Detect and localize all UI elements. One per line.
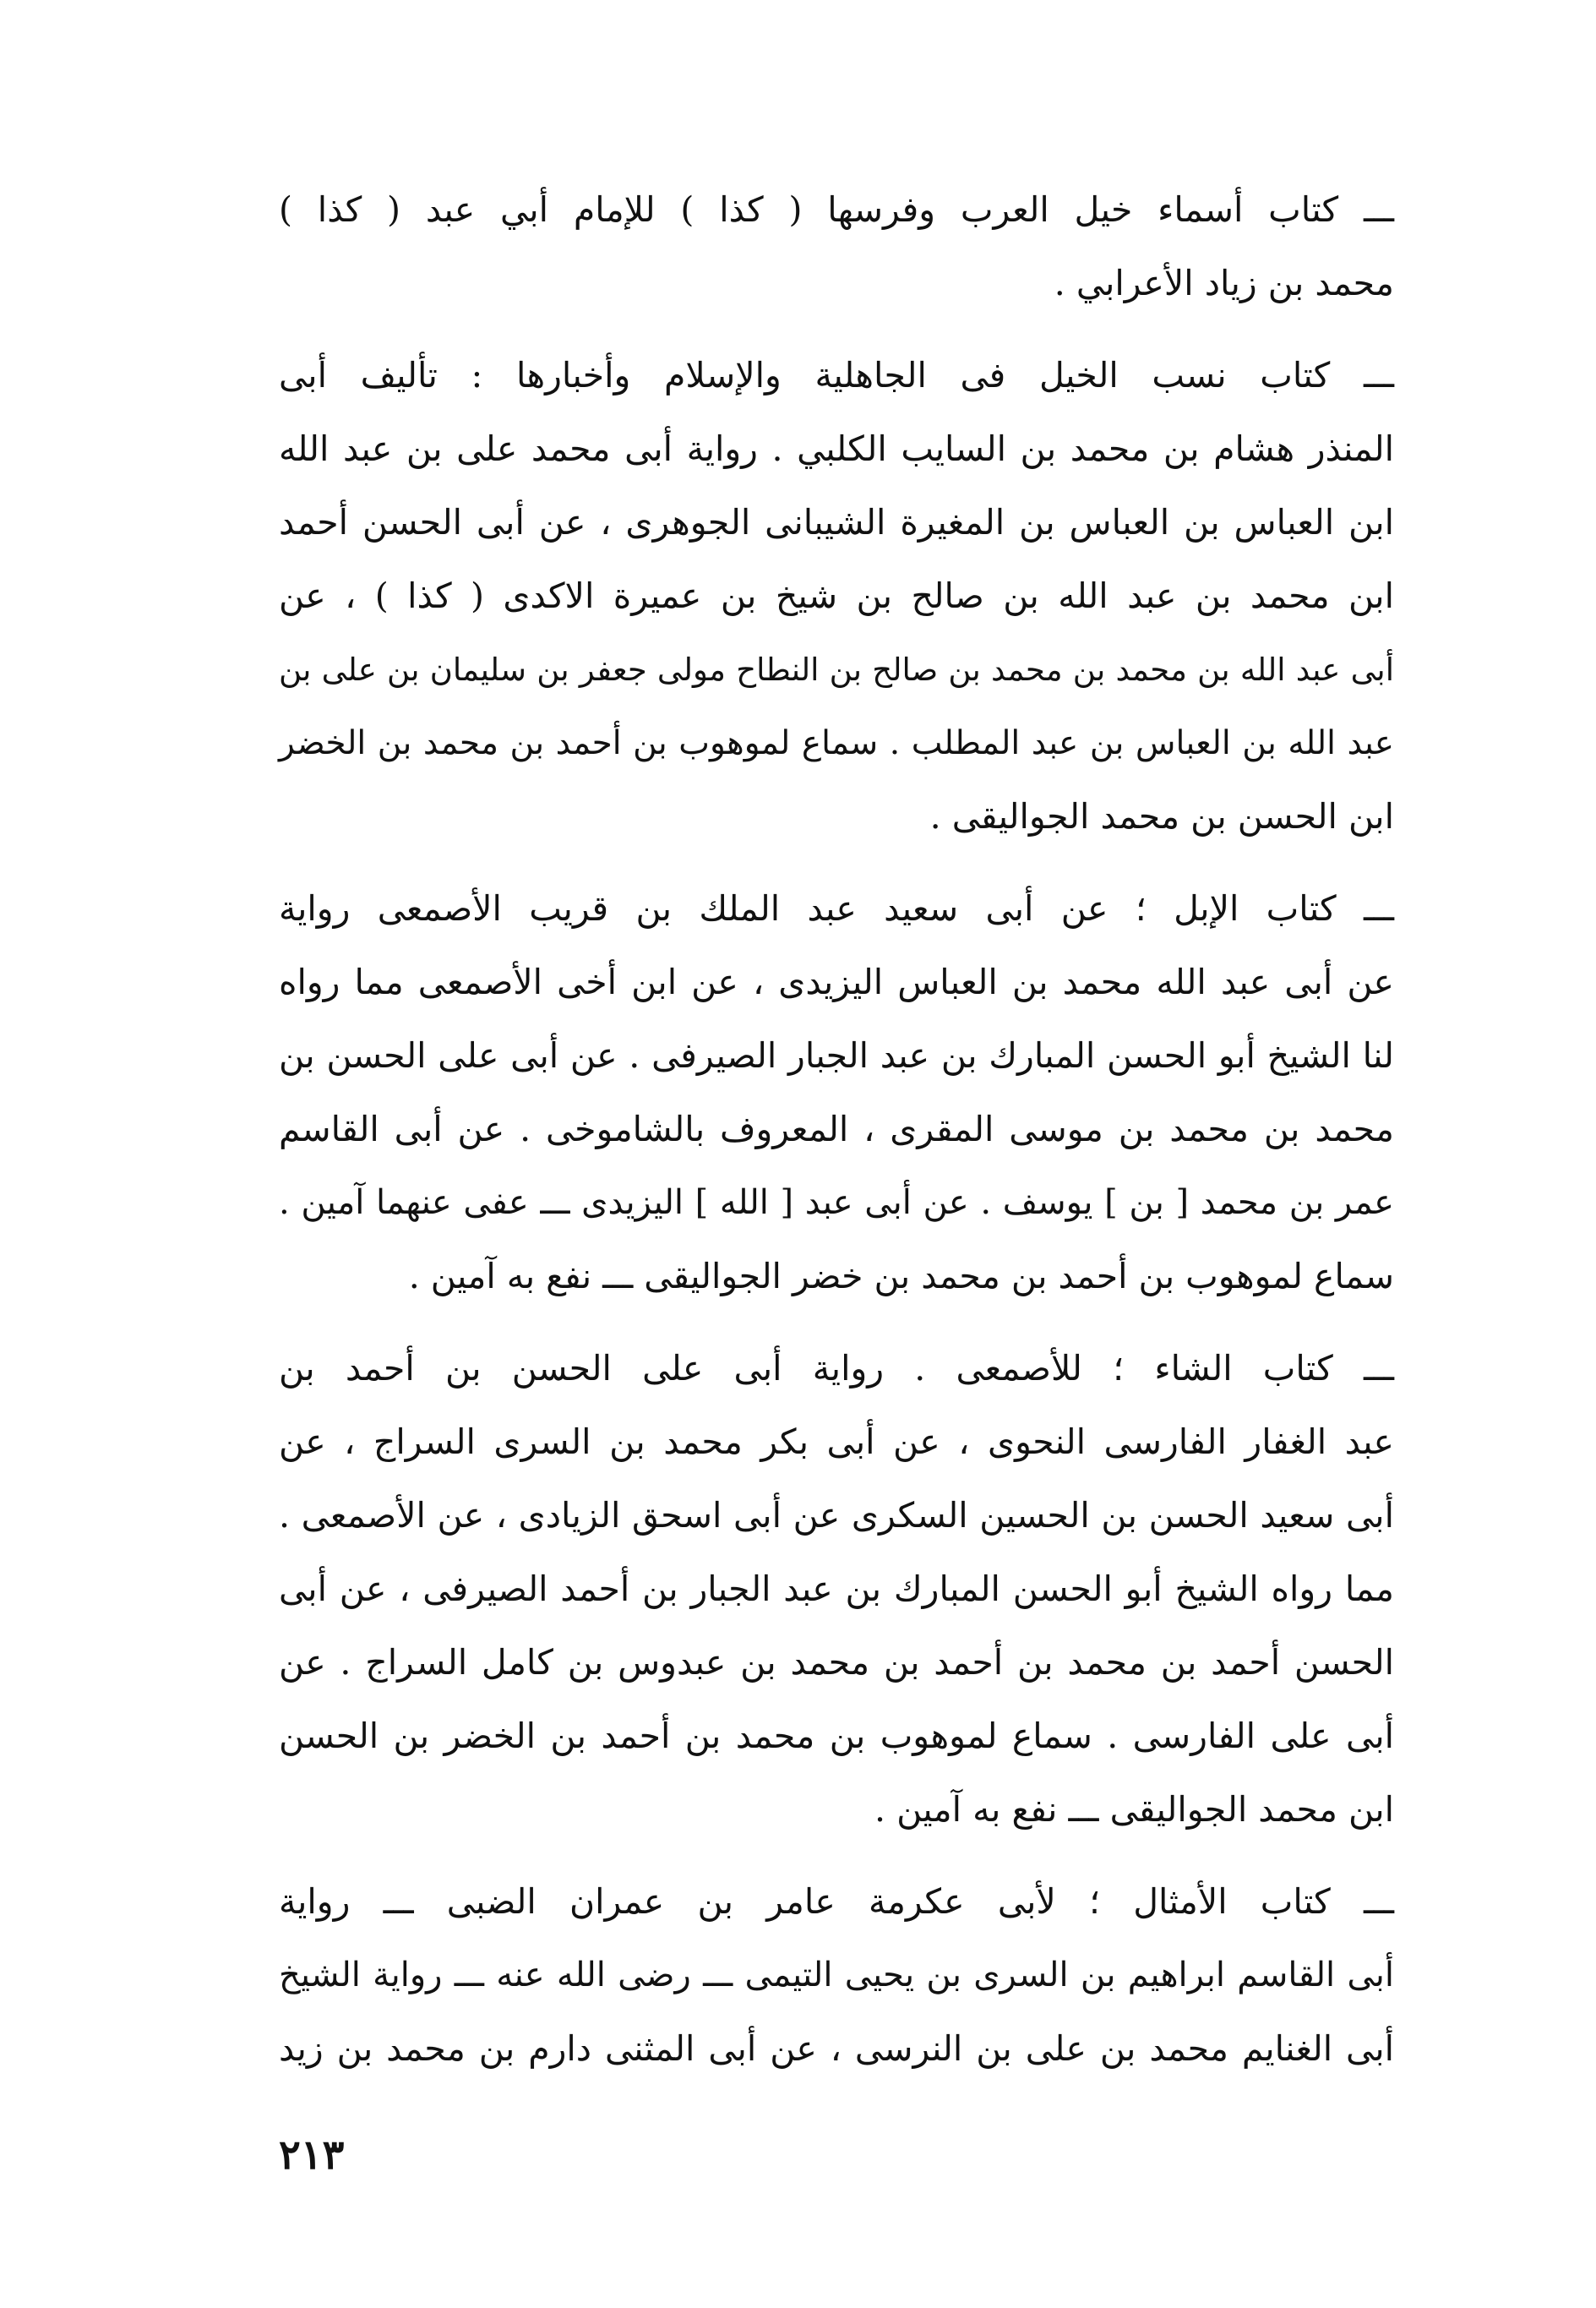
text-line: أبى سعيد الحسن بن الحسين السكرى عن أبى اسحق الزيادى ، عن الأصمعى . (279, 1495, 1394, 1536)
text-line: ـــ كتاب أسماء خيل العرب وفرسها ( كذا ) للإمام أبي عبد ( كذا ) (279, 189, 1394, 230)
entry-paragraph (279, 872, 1394, 1313)
text-line: عبد الله بن العباس بن عبد المطلب . سماع لموهوب بن أحمد بن محمد بن الخضر (279, 724, 1394, 762)
text-line: ـــ كتاب الإبل ؛ عن أبى سعيد عبد الملك بن قريب الأصمعى رواية (279, 888, 1394, 929)
text-line: عمر بن محمد [ بن ] يوسف . عن أبى عبد [ الله ] اليزيدى ـــ عفى عنهما آمين . (279, 1183, 1394, 1222)
body-text (279, 173, 1394, 2104)
entry-paragraph (279, 339, 1394, 854)
entry-paragraph (279, 1865, 1394, 2086)
text-line: الحسن أحمد بن محمد بن أحمد بن محمد بن عبدوس بن كامل السراج . عن (279, 1642, 1394, 1683)
text-line: المنذر هشام بن محمد بن السايب الكلبي . رواية أبى محمد على بن عبد الله (279, 428, 1394, 469)
text-line: ـــ كتاب نسب الخيل فى الجاهلية والإسلام وأخبارها : تأليف أبى (279, 355, 1394, 396)
text-line: سماع لموهوب بن أحمد بن محمد بن خضر الجواليقى ـــ نفع به آمين . (408, 1256, 1394, 1296)
entry-paragraph (279, 1332, 1394, 1847)
text-line: أبى عبد الله بن محمد بن محمد بن صالح بن النطاح مولى جعفر بن سليمان بن على بن (279, 652, 1394, 688)
text-line: ـــ كتاب الشاء ؛ للأصمعى . رواية أبى على الحسن بن أحمد بن (279, 1348, 1394, 1389)
text-line: ابن العباس بن العباس بن المغيرة الشيبانى الجوهرى ، عن أبى الحسن أحمد (279, 502, 1394, 543)
text-line: ابن الحسن بن محمد الجواليقى . (929, 796, 1394, 837)
text-line: عن أبى عبد الله محمد بن العباس اليزيدى ، عن ابن أخى الأصمعى مما رواه (279, 962, 1394, 1002)
text-line: أبى الغنايم محمد بن على بن النرسى ، عن أبى المثنى دارم بن محمد بن زيد (279, 2028, 1394, 2069)
text-line: لنا الشيخ أبو الحسن المبارك بن عبد الجبار الصيرفى . عن أبى على الحسن بن (279, 1035, 1394, 1076)
text-line: عبد الغفار الفارسى النحوى ، عن أبى بكر محمد بن السرى السراج ، عن (279, 1421, 1394, 1462)
text-line: أبى على الفارسى . سماع لموهوب بن محمد بن أحمد بن الخضر بن الحسن (279, 1716, 1394, 1756)
text-line: محمد بن محمد بن موسى المقرى ، المعروف بالشاموخى . عن أبى القاسم (279, 1109, 1394, 1149)
entry-paragraph (279, 173, 1394, 320)
text-line: مما رواه الشيخ أبو الحسن المبارك بن عبد الجبار بن أحمد الصيرفى ، عن أبى (279, 1569, 1394, 1609)
text-line: محمد بن زياد الأعرابي . (1054, 263, 1394, 303)
text-line: ـــ كتاب الأمثال ؛ لأبى عكرمة عامر بن عمران الضبى ـــ رواية (279, 1881, 1394, 1922)
text-line: ابن محمد بن عبد الله بن صالح بن شيخ بن عميرة الاكدى ( كذا ) ، عن (279, 576, 1394, 616)
text-line: أبى القاسم ابراهيم بن السرى بن يحيى التيمى ـــ رضى الله عنه ـــ رواية الشيخ (279, 1956, 1395, 1994)
text-line: ابن محمد الجواليقى ـــ نفع به آمين . (874, 1789, 1394, 1830)
page-number: ٢١٣ (279, 2131, 345, 2179)
